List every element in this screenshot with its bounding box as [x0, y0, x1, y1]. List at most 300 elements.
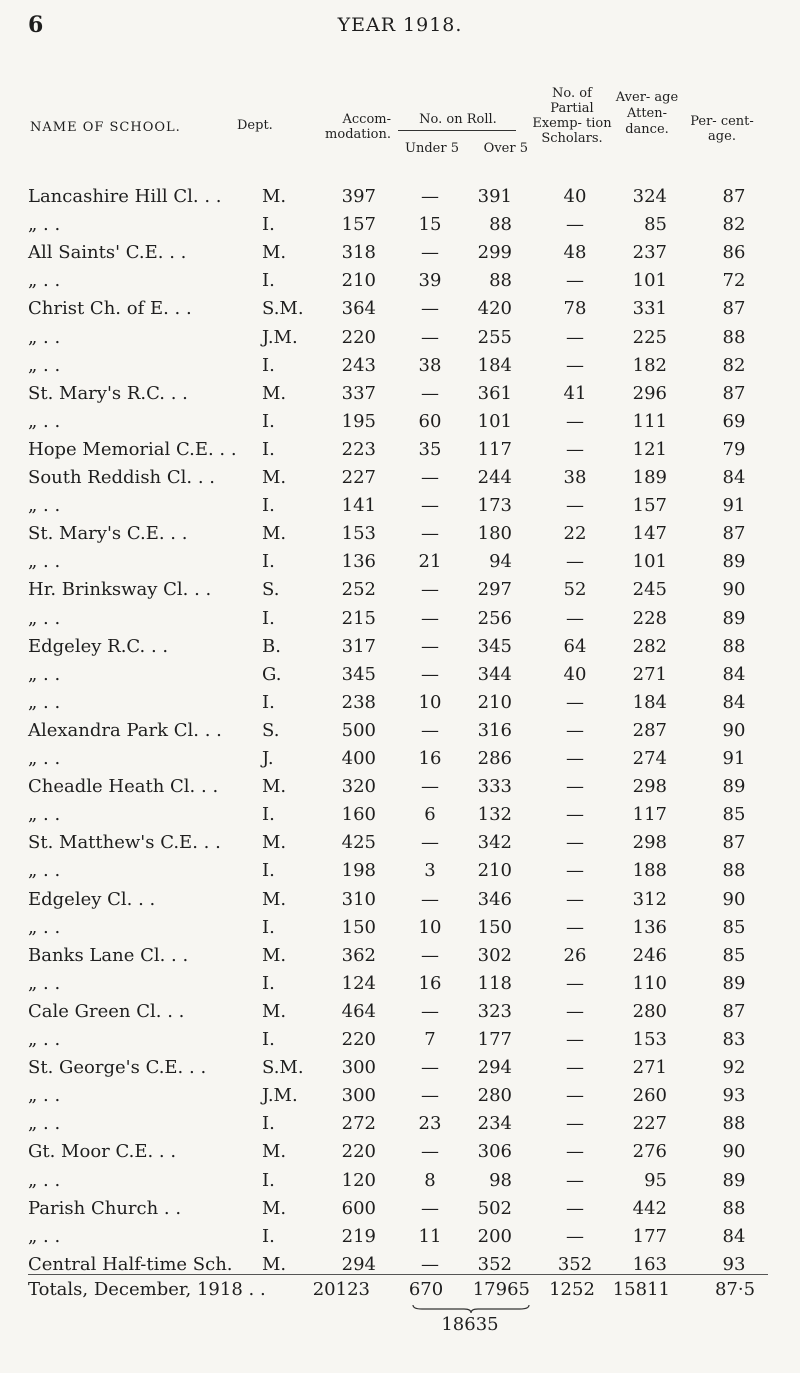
department: I.: [262, 608, 275, 629]
partial-exemption: 40: [563, 186, 587, 207]
under-5: 23: [418, 1113, 442, 1134]
accommodation: 238: [341, 692, 376, 713]
department: M.: [262, 1141, 287, 1162]
accommodation: 362: [341, 945, 376, 966]
totals-over5: 17965: [472, 1279, 530, 1300]
header-percentage: Per- cent- age.: [690, 114, 754, 144]
over-5: 280: [477, 1085, 512, 1106]
accommodation: 153: [341, 523, 376, 544]
average-attendance: 246: [632, 945, 667, 966]
average-attendance: 312: [632, 889, 667, 910]
department: I.: [262, 551, 275, 572]
percentage: 90: [722, 720, 746, 741]
table-row: [0, 943, 800, 969]
under-5: —: [421, 242, 439, 263]
over-5: 244: [477, 467, 512, 488]
percentage: 88: [722, 1113, 746, 1134]
under-5: —: [421, 1254, 439, 1275]
department: M.: [262, 1198, 287, 1219]
table-row: [0, 409, 800, 435]
over-5: 323: [477, 1001, 512, 1022]
partial-exemption: —: [566, 327, 584, 348]
average-attendance: 184: [632, 692, 667, 713]
percentage: 87: [722, 383, 746, 404]
percentage: 84: [722, 664, 746, 685]
under-5: —: [421, 720, 439, 741]
table-row: [0, 240, 800, 266]
average-attendance: 225: [632, 327, 667, 348]
department: M.: [262, 383, 287, 404]
totals-percentage: 87·5: [714, 1279, 756, 1300]
totals-partial: 1252: [549, 1279, 595, 1300]
table-row: [0, 634, 800, 660]
school-name: „ . .: [28, 411, 61, 432]
partial-exemption: 22: [563, 523, 587, 544]
partial-exemption: 41: [563, 383, 587, 404]
school-name: Parish Church . .: [28, 1198, 182, 1219]
school-name: St. Mary's C.E. . .: [28, 523, 188, 544]
department: M.: [262, 832, 287, 853]
over-5: 177: [477, 1029, 512, 1050]
accommodation: 124: [341, 973, 376, 994]
under-5: —: [421, 945, 439, 966]
percentage: 84: [722, 692, 746, 713]
accommodation: 320: [341, 776, 376, 797]
roll-grand-total: 18635: [441, 1314, 499, 1335]
school-name: St. Matthew's C.E. . .: [28, 832, 221, 853]
table-row: [0, 353, 800, 379]
table-row: [0, 606, 800, 632]
under-5: —: [421, 327, 439, 348]
header-dept: Dept.: [237, 118, 273, 133]
department: S.: [262, 579, 280, 600]
average-attendance: 271: [632, 1057, 667, 1078]
accommodation: 600: [341, 1198, 376, 1219]
under-5: 60: [418, 411, 442, 432]
accommodation: 337: [341, 383, 376, 404]
school-name: „ . .: [28, 748, 61, 769]
over-5: 98: [489, 1170, 512, 1191]
average-attendance: 298: [632, 832, 667, 853]
department: G.: [262, 664, 282, 685]
percentage: 82: [722, 355, 746, 376]
partial-exemption: —: [566, 917, 584, 938]
under-5: 3: [424, 860, 436, 881]
accommodation: 300: [341, 1085, 376, 1106]
accommodation: 317: [341, 636, 376, 657]
average-attendance: 280: [632, 1001, 667, 1022]
average-attendance: 271: [632, 664, 667, 685]
school-name: South Reddish Cl. . .: [28, 467, 216, 488]
table-row: [0, 774, 800, 800]
accommodation: 318: [341, 242, 376, 263]
percentage: 82: [722, 214, 746, 235]
school-name: „ . .: [28, 664, 61, 685]
under-5: —: [421, 523, 439, 544]
over-5: 101: [477, 411, 512, 432]
over-5: 420: [477, 298, 512, 319]
accommodation: 198: [341, 860, 376, 881]
partial-exemption: 52: [563, 579, 587, 600]
partial-exemption: —: [566, 692, 584, 713]
partial-exemption: 78: [563, 298, 587, 319]
partial-exemption: —: [566, 860, 584, 881]
school-name: St. George's C.E. . .: [28, 1057, 207, 1078]
over-5: 352: [477, 1254, 512, 1275]
school-name: Hr. Brinksway Cl. . .: [28, 579, 212, 600]
percentage: 79: [722, 439, 746, 460]
accommodation: 223: [341, 439, 376, 460]
average-attendance: 276: [632, 1141, 667, 1162]
header-school: NAME OF SCHOOL.: [30, 120, 181, 135]
table-row: [0, 465, 800, 491]
table-row: [0, 437, 800, 463]
school-name: „ . .: [28, 692, 61, 713]
over-5: 234: [477, 1113, 512, 1134]
under-5: 10: [418, 692, 442, 713]
department: J.M.: [262, 327, 298, 348]
percentage: 86: [722, 242, 746, 263]
accommodation: 300: [341, 1057, 376, 1078]
percentage: 88: [722, 636, 746, 657]
department: M.: [262, 523, 287, 544]
accommodation: 400: [341, 748, 376, 769]
partial-exemption: —: [566, 1198, 584, 1219]
partial-exemption: —: [566, 270, 584, 291]
over-5: 94: [489, 551, 512, 572]
percentage: 91: [722, 748, 746, 769]
table-row: [0, 915, 800, 941]
table-row: [0, 212, 800, 238]
school-name: Gt. Moor C.E. . .: [28, 1141, 177, 1162]
header-accommodation: Accom- modation.: [325, 112, 391, 142]
average-attendance: 95: [644, 1170, 667, 1191]
table-row: [0, 1196, 800, 1222]
department: I.: [262, 917, 275, 938]
over-5: 345: [477, 636, 512, 657]
totals-row: [0, 1276, 800, 1304]
under-5: 39: [418, 270, 442, 291]
department: I.: [262, 804, 275, 825]
under-5: —: [421, 889, 439, 910]
average-attendance: 157: [632, 495, 667, 516]
school-name: „ . .: [28, 1226, 61, 1247]
department: M.: [262, 776, 287, 797]
over-5: 88: [489, 214, 512, 235]
school-name: Lancashire Hill Cl. . .: [28, 186, 222, 207]
under-5: 10: [418, 917, 442, 938]
percentage: 88: [722, 1198, 746, 1219]
table-row: [0, 887, 800, 913]
table-row: [0, 971, 800, 997]
table-row: [0, 718, 800, 744]
under-5: 8: [424, 1170, 436, 1191]
under-5: 15: [418, 214, 442, 235]
over-5: 306: [477, 1141, 512, 1162]
average-attendance: 147: [632, 523, 667, 544]
department: I.: [262, 860, 275, 881]
accommodation: 243: [341, 355, 376, 376]
percentage: 89: [722, 776, 746, 797]
school-name: Christ Ch. of E. . .: [28, 298, 192, 319]
partial-exemption: —: [566, 495, 584, 516]
accommodation: 500: [341, 720, 376, 741]
partial-exemption: 48: [563, 242, 587, 263]
under-5: —: [421, 467, 439, 488]
partial-exemption: 38: [563, 467, 587, 488]
school-name: „ . .: [28, 1113, 61, 1134]
accommodation: 141: [341, 495, 376, 516]
over-5: 180: [477, 523, 512, 544]
table-row: [0, 549, 800, 575]
partial-exemption: —: [566, 720, 584, 741]
school-name: „ . .: [28, 270, 61, 291]
school-name: „ . .: [28, 917, 61, 938]
average-attendance: 189: [632, 467, 667, 488]
under-5: —: [421, 186, 439, 207]
percentage: 87: [722, 832, 746, 853]
accommodation: 219: [341, 1226, 376, 1247]
header-over5: Over 5: [483, 141, 528, 156]
school-name: All Saints' C.E. . .: [28, 242, 187, 263]
department: S.: [262, 720, 280, 741]
percentage: 83: [722, 1029, 746, 1050]
accommodation: 120: [341, 1170, 376, 1191]
school-name: Edgeley R.C. . .: [28, 636, 169, 657]
average-attendance: 136: [632, 917, 667, 938]
average-attendance: 110: [632, 973, 667, 994]
department: B.: [262, 636, 281, 657]
department: M.: [262, 1254, 287, 1275]
average-attendance: 117: [632, 804, 667, 825]
accommodation: 345: [341, 664, 376, 685]
department: I.: [262, 495, 275, 516]
under-5: 38: [418, 355, 442, 376]
average-attendance: 121: [632, 439, 667, 460]
school-name: „ . .: [28, 973, 61, 994]
department: I.: [262, 973, 275, 994]
percentage: 69: [722, 411, 746, 432]
table-row: [0, 662, 800, 688]
header-under5: Under 5: [405, 141, 459, 156]
partial-exemption: —: [566, 214, 584, 235]
department: M.: [262, 242, 287, 263]
school-name: „ . .: [28, 860, 61, 881]
table-row: [0, 1168, 800, 1194]
department: J.: [262, 748, 274, 769]
table-row: [0, 577, 800, 603]
page-title: YEAR 1918.: [337, 14, 463, 36]
under-5: —: [421, 298, 439, 319]
department: I.: [262, 411, 275, 432]
accommodation: 215: [341, 608, 376, 629]
accommodation: 425: [341, 832, 376, 853]
under-5: —: [421, 1085, 439, 1106]
average-attendance: 182: [632, 355, 667, 376]
department: S.M.: [262, 1057, 304, 1078]
table-row: [0, 1224, 800, 1250]
table-row: [0, 493, 800, 519]
partial-exemption: —: [566, 1113, 584, 1134]
totals-label: Totals, December, 1918 . .: [28, 1279, 266, 1300]
over-5: 210: [477, 692, 512, 713]
department: M.: [262, 945, 287, 966]
under-5: 16: [418, 748, 442, 769]
over-5: 342: [477, 832, 512, 853]
percentage: 93: [722, 1254, 746, 1275]
under-5: 35: [418, 439, 442, 460]
table-row: [0, 1027, 800, 1053]
accommodation: 220: [341, 1029, 376, 1050]
department: I.: [262, 1113, 275, 1134]
under-5: —: [421, 664, 439, 685]
percentage: 84: [722, 1226, 746, 1247]
over-5: 210: [477, 860, 512, 881]
partial-exemption: —: [566, 551, 584, 572]
partial-exemption: 26: [563, 945, 587, 966]
percentage: 91: [722, 495, 746, 516]
average-attendance: 324: [632, 186, 667, 207]
table-row: [0, 381, 800, 407]
totals-attendance: 15811: [612, 1279, 670, 1300]
partial-exemption: —: [566, 1085, 584, 1106]
table-row: [0, 999, 800, 1025]
partial-exemption: —: [566, 1226, 584, 1247]
department: I.: [262, 1170, 275, 1191]
over-5: 173: [477, 495, 512, 516]
over-5: 302: [477, 945, 512, 966]
average-attendance: 331: [632, 298, 667, 319]
under-5: —: [421, 383, 439, 404]
school-name: Edgeley Cl. . .: [28, 889, 156, 910]
department: S.M.: [262, 298, 304, 319]
average-attendance: 177: [632, 1226, 667, 1247]
header-partial-exemption: No. of Partial Exemp- tion Scholars.: [532, 86, 612, 146]
school-name: Cheadle Heath Cl. . .: [28, 776, 219, 797]
accommodation: 220: [341, 1141, 376, 1162]
average-attendance: 287: [632, 720, 667, 741]
school-name: Cale Green Cl. . .: [28, 1001, 185, 1022]
department: M.: [262, 889, 287, 910]
percentage: 72: [722, 270, 746, 291]
school-name: Alexandra Park Cl. . .: [28, 720, 222, 741]
roll-total-brace: [412, 1304, 530, 1314]
over-5: 294: [477, 1057, 512, 1078]
over-5: 344: [477, 664, 512, 685]
average-attendance: 153: [632, 1029, 667, 1050]
percentage: 89: [722, 551, 746, 572]
under-5: —: [421, 1141, 439, 1162]
partial-exemption: —: [566, 1141, 584, 1162]
percentage: 90: [722, 889, 746, 910]
department: I.: [262, 270, 275, 291]
table-row: [0, 296, 800, 322]
table-row: [0, 858, 800, 884]
partial-exemption: —: [566, 1057, 584, 1078]
partial-exemption: —: [566, 1001, 584, 1022]
under-5: —: [421, 776, 439, 797]
school-name: „ . .: [28, 355, 61, 376]
table-row: [0, 1139, 800, 1165]
average-attendance: 188: [632, 860, 667, 881]
over-5: 297: [477, 579, 512, 600]
average-attendance: 442: [632, 1198, 667, 1219]
percentage: 85: [722, 945, 746, 966]
percentage: 93: [722, 1085, 746, 1106]
department: I.: [262, 214, 275, 235]
over-5: 346: [477, 889, 512, 910]
percentage: 89: [722, 608, 746, 629]
accommodation: 227: [341, 467, 376, 488]
over-5: 361: [477, 383, 512, 404]
under-5: —: [421, 1057, 439, 1078]
percentage: 90: [722, 579, 746, 600]
average-attendance: 296: [632, 383, 667, 404]
over-5: 333: [477, 776, 512, 797]
table-row: [0, 746, 800, 772]
percentage: 84: [722, 467, 746, 488]
over-5: 502: [477, 1198, 512, 1219]
department: I.: [262, 692, 275, 713]
over-5: 316: [477, 720, 512, 741]
under-5: —: [421, 608, 439, 629]
accommodation: 157: [341, 214, 376, 235]
accommodation: 150: [341, 917, 376, 938]
partial-exemption: 352: [557, 1254, 593, 1275]
average-attendance: 237: [632, 242, 667, 263]
table-row: [0, 521, 800, 547]
accommodation: 310: [341, 889, 376, 910]
table-row: [0, 1055, 800, 1081]
accommodation: 160: [341, 804, 376, 825]
over-5: 299: [477, 242, 512, 263]
under-5: 7: [424, 1029, 436, 1050]
department: I.: [262, 1226, 275, 1247]
percentage: 89: [722, 1170, 746, 1191]
percentage: 85: [722, 917, 746, 938]
totals-accommodation: 20123: [312, 1279, 370, 1300]
header-average-attendance: Aver- age Atten- dance.: [615, 90, 679, 137]
totals-under5: 670: [408, 1279, 444, 1300]
department: I.: [262, 355, 275, 376]
percentage: 88: [722, 327, 746, 348]
header-roll: No. on Roll.: [419, 112, 497, 127]
school-name: „ . .: [28, 214, 61, 235]
percentage: 92: [722, 1057, 746, 1078]
accommodation: 397: [341, 186, 376, 207]
header-roll-rule: [398, 130, 516, 131]
partial-exemption: 40: [563, 664, 587, 685]
partial-exemption: —: [566, 411, 584, 432]
over-5: 184: [477, 355, 512, 376]
school-name: „ . .: [28, 608, 61, 629]
partial-exemption: —: [566, 355, 584, 376]
school-name: St. Mary's R.C. . .: [28, 383, 188, 404]
school-name: Banks Lane Cl. . .: [28, 945, 189, 966]
percentage: 87: [722, 523, 746, 544]
over-5: 117: [477, 439, 512, 460]
department: M.: [262, 467, 287, 488]
partial-exemption: 64: [563, 636, 587, 657]
over-5: 118: [477, 973, 512, 994]
over-5: 200: [477, 1226, 512, 1247]
partial-exemption: —: [566, 748, 584, 769]
under-5: —: [421, 579, 439, 600]
accommodation: 252: [341, 579, 376, 600]
department: J.M.: [262, 1085, 298, 1106]
table-row: [0, 325, 800, 351]
school-name: Hope Memorial C.E. . .: [28, 439, 237, 460]
